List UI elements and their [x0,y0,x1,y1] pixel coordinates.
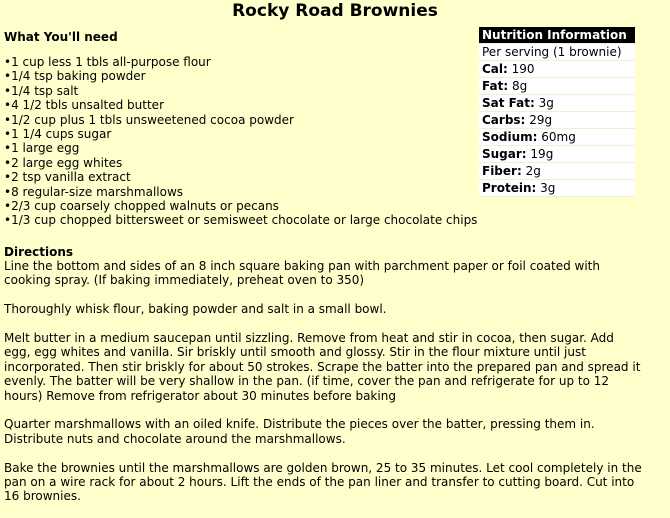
directions-heading: Directions [4,245,74,259]
table-row [479,146,635,163]
nutrition-header: Nutrition Information [479,27,635,44]
nutrition-serving-row [479,44,635,61]
page-title: Rocky Road Brownies [232,1,438,21]
list-item: •1/2 cup plus 1 tbls unsweetened cocoa powder [4,112,294,127]
list-item: •1 1/4 cups sugar [4,127,112,142]
table-row [479,61,635,78]
nutrition-value: 2g [525,164,541,178]
direction-step: Quarter marshmallows with an oiled knife. Distribute the pieces over the batter, pressing them in. Distribute nuts and chocolate around the marshmallows. [4,417,595,446]
table-row [479,180,635,197]
nutrition-value: 29g [529,113,553,127]
nutrition-label: Cal: [482,62,508,76]
nutrition-value: 190 [511,62,535,76]
table-row [479,163,635,180]
nutrition-serving: Per serving (1 brownie) [479,44,635,61]
table-row [479,112,635,129]
list-item: •2/3 cup coarsely chopped walnuts or pecans [4,199,279,214]
nutrition-label: Sodium: [482,130,538,144]
nutrition-value: 60mg [541,130,576,144]
nutrition-label: Sugar: [482,147,527,161]
list-item: •1 cup less 1 tbls all-purpose flour [4,55,211,69]
nutrition-value: 3g [538,96,554,110]
list-item: •2 tsp vanilla extract [4,170,131,185]
nutrition-value: 19g [530,147,554,161]
list-item: •1/3 cup chopped bittersweet or semisweet chocolate or large chocolate chips [4,213,478,228]
nutrition-header-row [479,27,635,44]
table-row [479,129,635,146]
ingredients-heading: What You'll need [4,30,118,44]
direction-step: Thoroughly whisk flour, baking powder and salt in a small bowl. [4,302,387,317]
ingredients-list [4,55,477,228]
nutrition-label: Fat: [482,79,509,93]
list-item: •8 regular-size marshmallows [4,184,184,199]
nutrition-value: 8g [511,79,528,93]
direction-step: Line the bottom and sides of an 8 inch square baking pan with parchment paper or foil coated with cooking spray. (If baking immediately, preheat oven to 350) [4,259,600,288]
nutrition-table [479,27,635,197]
nutrition-label: Sat Fat: [482,96,535,110]
nutrition-value: 3g [540,181,556,195]
list-item: •1/4 tsp salt [4,83,79,98]
list-item: •4 1/2 tbls unsalted butter [4,98,164,113]
direction-step: Bake the brownies until the marshmallows are golden brown, 25 to 35 minutes. Let cool completely in the pan on a wire rack for about 2 hours. Lift the ends of the pan liner and transfer to cutting board. Cut into 16 brownies. [4,460,642,504]
list-item: •1 large egg [4,141,80,156]
list-item: •2 large egg whites [4,155,123,170]
direction-step: Melt butter in a medium saucepan until sizzling. Remove from heat and stir in cocoa, then sugar. Add egg, egg whites and vanilla. Sir briskly until smooth and glossy. Stir in the flour mixture until just incorporated. Then stir briskly for about 50 strokes. Scrape the batter into the prepared pan and spread it evenly. The batter will be very shallow in the pan. (if time, cover the pan and refrigerate for up to 12 hours) Remove from refrigerator about 30 minutes before baking [4,331,641,403]
list-item: •1/4 tsp baking powder [4,69,146,84]
table-row [479,95,635,112]
nutrition-label: Protein: [482,181,537,195]
directions-body [4,259,644,518]
nutrition-label: Carbs: [482,113,526,127]
table-row [479,78,635,95]
nutrition-label: Fiber: [482,164,522,178]
